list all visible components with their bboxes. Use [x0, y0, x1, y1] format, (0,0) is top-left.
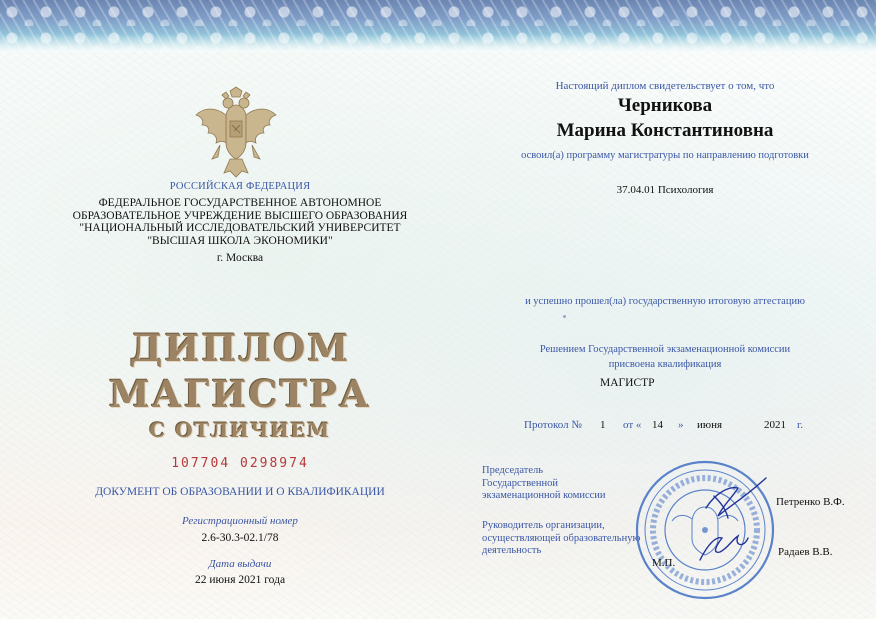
diploma-title: ДИПЛОМ: [129, 326, 351, 370]
seal-placeholder-label: М.П.: [652, 557, 676, 569]
protocol-year: 2021: [764, 419, 786, 431]
qualification-assigned-label: присвоена квалификация: [608, 359, 722, 370]
chair-name: Петренко В.Ф.: [776, 496, 845, 508]
graduate-given-names: Марина Константиновна: [556, 120, 774, 141]
issue-date-label: Дата выдачи: [208, 558, 272, 570]
organization-name: [40, 197, 440, 247]
ink-dot: [563, 315, 566, 318]
protocol-date-prefix: от «: [623, 419, 642, 431]
chair-label-line: Государственной: [482, 477, 558, 489]
protocol-month: июня: [697, 419, 723, 431]
serial-number: 107704 0298974: [171, 456, 309, 471]
chair-label: [482, 465, 606, 503]
head-label-line: Руководитель организации,: [482, 520, 605, 531]
country-name: РОССИЙСКАЯ ФЕДЕРАЦИЯ: [169, 181, 311, 192]
document-type: ДОКУМЕНТ ОБ ОБРАЗОВАНИИ И О КВАЛИФИКАЦИИ: [95, 486, 385, 498]
protocol-year-suffix: г.: [797, 419, 804, 431]
signature-icon: [686, 474, 776, 564]
protocol-label: Протокол №: [524, 419, 582, 431]
registration-label: Регистрационный номер: [182, 515, 298, 527]
diploma-degree: МАГИСТРА: [108, 372, 372, 416]
protocol-quote: »: [678, 419, 684, 431]
protocol-number: 1: [600, 419, 606, 431]
chair-label-line: Председатель: [482, 465, 544, 476]
graduate-surname: Черникова: [617, 95, 713, 116]
registration-number: 2.6-30.3-02.1/78: [201, 532, 279, 544]
commission-decision: Решением Государственной экзаменационной комиссии: [539, 344, 791, 355]
city: г. Москва: [216, 252, 264, 264]
program-statement: освоил(а) программу магистратуры по направлению подготовки: [521, 150, 809, 161]
state-emblem-icon: [190, 85, 282, 181]
attestation-statement: и успешно прошел(ла) государственную итоговую аттестацию: [525, 296, 805, 307]
chair-label-line: экзаменационной комиссии: [482, 490, 606, 501]
organization-line: "ВЫСШАЯ ШКОЛА ЭКОНОМИКИ": [147, 234, 333, 247]
certification-intro: Настоящий диплом свидетельствует о том, что: [555, 80, 775, 92]
qualification: МАГИСТР: [600, 377, 655, 389]
issue-date: 22 июня 2021 года: [194, 574, 286, 586]
decorative-top-border: [0, 0, 876, 52]
specialty: 37.04.01 Психология: [616, 184, 714, 196]
head-label-line: осуществляющей образовательную: [482, 532, 641, 544]
head-name: Радаев В.В.: [778, 546, 833, 558]
organization-line: ФЕДЕРАЛЬНОЕ ГОСУДАРСТВЕННОЕ АВТОНОМНОЕ: [98, 197, 382, 209]
protocol-day: 14: [652, 419, 663, 431]
organization-line: ОБРАЗОВАТЕЛЬНОЕ УЧРЕЖДЕНИЕ ВЫСШЕГО ОБРАЗОВАНИЯ: [72, 209, 408, 222]
organization-line: "НАЦИОНАЛЬНЫЙ ИССЛЕДОВАТЕЛЬСКИЙ УНИВЕРСИТЕТ: [79, 222, 401, 234]
head-label-line: деятельность: [482, 545, 542, 556]
diploma-honors: С ОТЛИЧИЕМ: [149, 418, 331, 442]
head-label: [482, 520, 640, 558]
